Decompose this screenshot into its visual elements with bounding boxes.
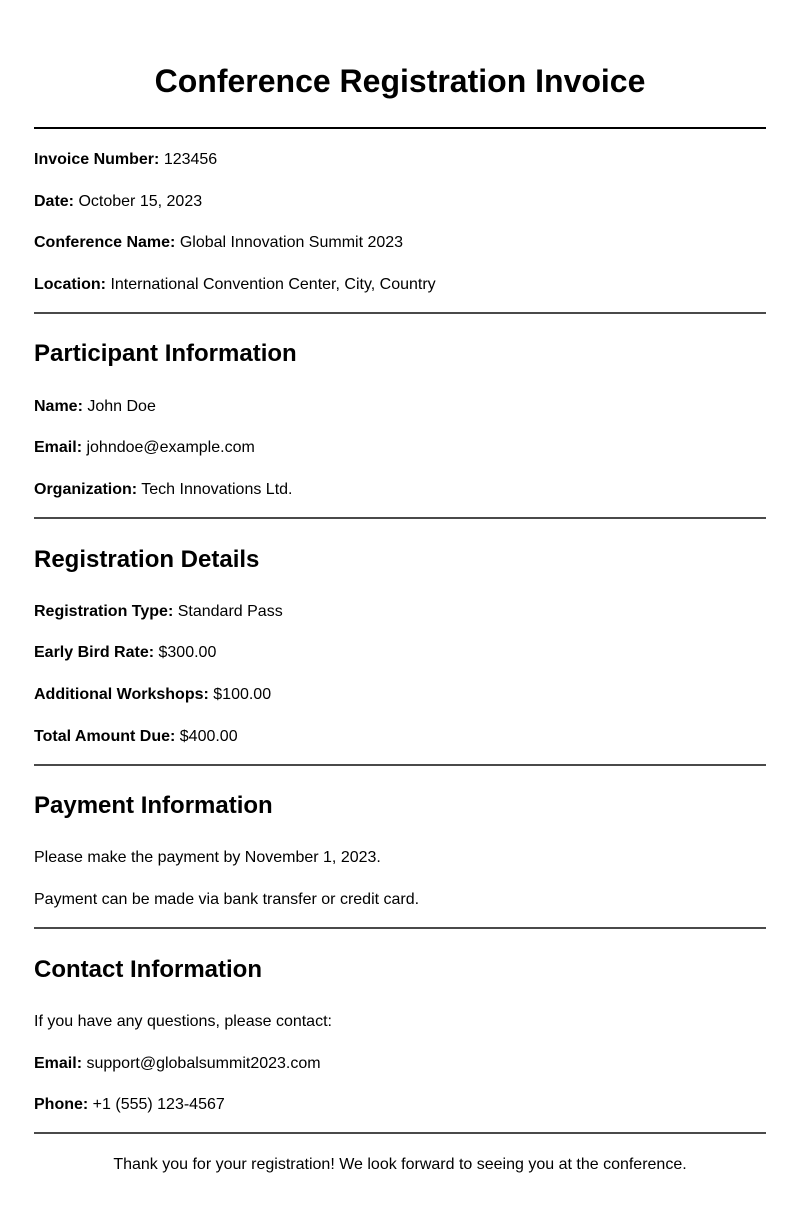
participant-org-label: Organization: <box>34 481 138 498</box>
participant-name-label: Name: <box>34 398 83 415</box>
total-label: Total Amount Due: <box>34 728 176 745</box>
divider <box>34 127 766 129</box>
conference-name-row <box>34 233 403 253</box>
contact-email-label: Email: <box>34 1055 83 1072</box>
contact-intro-text: If you have any questions, please contact: <box>34 1013 332 1030</box>
divider <box>34 517 766 519</box>
invoice-number-label: Invoice Number: <box>34 151 160 168</box>
conference-name-value: Global Innovation Summit 2023 <box>179 234 404 251</box>
invoice-date-label: Date: <box>34 193 75 210</box>
contact-email-row <box>34 1054 321 1074</box>
location-label: Location: <box>34 276 106 293</box>
location-row <box>34 275 436 295</box>
participant-email-row <box>34 438 255 458</box>
invoice-date-row <box>34 192 202 212</box>
divider <box>34 1132 766 1134</box>
divider <box>34 312 766 314</box>
contact-phone-row <box>34 1095 225 1115</box>
workshops-label: Additional Workshops: <box>34 686 209 703</box>
participant-name-value: John Doe <box>87 398 156 415</box>
early-bird-label: Early Bird Rate: <box>34 644 155 661</box>
registration-heading: Registration Details <box>34 546 260 573</box>
early-bird-value: $300.00 <box>158 644 217 661</box>
participant-email-value: johndoe@example.com <box>86 439 255 456</box>
participant-email-label: Email: <box>34 439 83 456</box>
contact-heading: Contact Information <box>34 956 262 983</box>
registration-type-label: Registration Type: <box>34 603 174 620</box>
registration-type-row <box>34 602 283 622</box>
divider <box>34 927 766 929</box>
contact-phone-label: Phone: <box>34 1096 89 1113</box>
participant-name-row <box>34 397 156 417</box>
location-value: International Convention Center, City, Country <box>110 276 436 293</box>
contact-email-value[interactable]: support@globalsummit2023.com <box>86 1055 321 1072</box>
footer-thanks: Thank you for your registration! We look forward to seeing you at the conference. <box>113 1156 687 1173</box>
early-bird-row <box>34 643 216 663</box>
payment-heading: Payment Information <box>34 792 273 819</box>
invoice-number-value: 123456 <box>163 151 218 168</box>
payment-deadline-text: Please make the payment by November 1, 2023. <box>34 849 381 866</box>
participant-org-value: Tech Innovations Ltd. <box>141 481 293 498</box>
invoice-date-value: October 15, 2023 <box>78 193 203 210</box>
page-title: Conference Registration Invoice <box>154 63 646 99</box>
total-row <box>34 727 238 747</box>
participant-org-row <box>34 480 292 500</box>
total-value: $400.00 <box>179 728 238 745</box>
payment-method-text: Payment can be made via bank transfer or credit card. <box>34 891 420 908</box>
conference-name-label: Conference Name: <box>34 234 176 251</box>
registration-type-value: Standard Pass <box>177 603 283 620</box>
divider <box>34 764 766 766</box>
workshops-value: $100.00 <box>213 686 272 703</box>
invoice-number-row <box>34 150 217 170</box>
contact-phone-value[interactable]: +1 (555) 123-4567 <box>92 1096 225 1113</box>
workshops-row <box>34 685 271 705</box>
participant-heading: Participant Information <box>34 340 297 367</box>
